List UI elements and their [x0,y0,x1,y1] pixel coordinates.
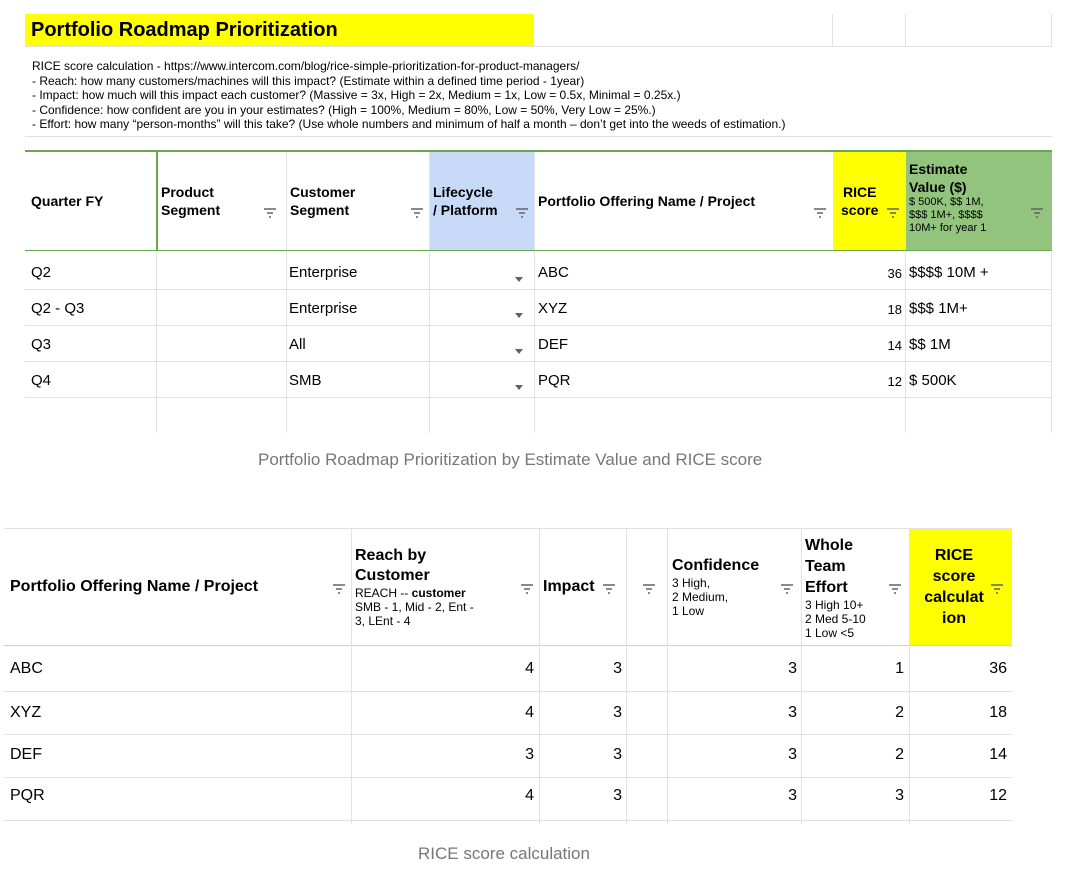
cell-rice-score[interactable]: 14 [989,746,1007,763]
filter-icon[interactable] [887,208,899,218]
header-row [25,150,1052,251]
header-product-segment[interactable]: Product Segment [161,184,221,218]
cell-impact[interactable]: 3 [613,746,622,763]
cell-offering[interactable]: ABC [10,660,43,677]
rice-calculation-sheet [4,528,1012,824]
cell-offering[interactable]: PQR [538,372,571,389]
cell-offering[interactable]: PQR [10,787,45,804]
filter-icon[interactable] [411,208,423,218]
cell-effort[interactable]: 2 [895,746,904,763]
cell-rice-score[interactable]: 14 [887,338,902,353]
cell-rice-score[interactable]: 18 [989,704,1007,721]
filter-icon[interactable] [889,584,901,594]
cell-effort[interactable]: 3 [895,787,904,804]
note-line: - Impact: how much will this impact each customer? (Massive = 3x, High = 2x, Medium = 1x, Low = 0.5x, Minimal = 0.25x.) [32,88,681,102]
filter-icon[interactable] [643,584,655,594]
header-offering[interactable]: Portfolio Offering Name / Project [538,193,756,209]
cell-impact[interactable]: 3 [613,660,622,677]
caption-roadmap: Portfolio Roadmap Prioritization by Estimate Value and RICE score [258,450,763,469]
cell-customer-segment[interactable]: All [289,336,306,353]
caption-rice-calculation: RICE score calculation [418,844,590,863]
header-confidence[interactable]: Confidence 3 High, 2 Medium, 1 Low [672,557,760,618]
note-line: - Effort: how many “person-months” will this take? (Use whole numbers and minimum of half a month – don’t get into the weeds of estimation.) [32,117,786,131]
cell-impact[interactable]: 3 [613,704,622,721]
dropdown-arrow-icon[interactable] [515,342,523,348]
cell-rice-score[interactable]: 36 [887,266,902,281]
rice-notes[interactable] [32,59,785,132]
note-line: - Confidence: how confident are you in your estimates? (High = 100%, Medium = 80%, Low = 50%, Very Low = 25%.) [32,102,656,117]
cell-quarter[interactable]: Q3 [31,336,52,353]
header-impact[interactable]: Impact [543,578,595,595]
cell-confidence[interactable]: 3 [788,787,797,804]
cell-reach[interactable]: 4 [525,704,534,721]
cell-rice-score[interactable]: 12 [989,787,1007,804]
cell-estimate-value[interactable]: $$ 1M [909,336,951,353]
filter-icon[interactable] [603,584,615,594]
data-rows [25,252,1052,433]
header-reach-by-customer[interactable]: Reach by Customer REACH -- customer SMB - 1, Mid - 2, Ent - 3, LEnt - 4 [355,547,474,628]
header-customer-segment[interactable]: Customer Segment [290,184,356,218]
cell-customer-segment[interactable]: SMB [289,372,322,389]
cell-rice-score[interactable]: 36 [989,660,1007,677]
header-estimate-value[interactable]: Estimate Value ($) $ 500K, $$ 1M, $$$ 1M+, $$$$ 10M+ for year 1 [906,152,1052,250]
cell-offering[interactable]: DEF [10,746,42,763]
cell-reach[interactable]: 4 [525,660,534,677]
roadmap-sheet [25,14,1052,433]
note-line: - Reach: how many customers/machines will this impact? (Estimate within a defined time period - 1year) [32,73,585,88]
cell-quarter[interactable]: Q2 - Q3 [31,300,85,317]
cell-customer-segment[interactable]: Enterprise [289,300,358,317]
note-line: RICE score calculation - https://www.intercom.com/blog/rice-simple-prioritization-for-product-managers/ [32,59,580,73]
cell-impact[interactable]: 3 [613,787,622,804]
cell-reach[interactable]: 3 [525,746,534,763]
dropdown-arrow-icon[interactable] [515,378,523,384]
cell-customer-segment[interactable]: Enterprise [289,264,358,281]
cell-quarter[interactable]: Q2 [31,264,52,281]
cell-confidence[interactable]: 3 [788,660,797,677]
header-whole-team-effort[interactable]: Whole Team Effort 3 High 10+ 2 Med 5-10 1 Low <5 [805,536,866,640]
cell-offering[interactable]: ABC [538,264,569,281]
cell-confidence[interactable]: 3 [788,746,797,763]
filter-icon[interactable] [264,208,276,218]
cell-effort[interactable]: 2 [895,704,904,721]
cell-offering[interactable]: XYZ [538,300,568,317]
cell-rice-score[interactable]: 18 [887,302,902,317]
cell-estimate-value[interactable]: $$$$ 10M + [909,264,989,281]
filter-icon[interactable] [516,208,528,218]
filter-icon[interactable] [333,584,345,594]
sheet-title[interactable]: Portfolio Roadmap Prioritization [25,14,534,46]
header-rice-score[interactable]: RICE score [833,152,906,250]
filter-icon[interactable] [814,208,826,218]
filter-icon[interactable] [991,584,1003,594]
header-lifecycle-platform[interactable]: Lifecycle / Platform [430,152,534,250]
cell-effort[interactable]: 1 [895,660,904,677]
header-quarter-fy[interactable]: Quarter FY [31,193,104,209]
cell-offering[interactable]: DEF [538,336,568,353]
filter-icon[interactable] [781,584,793,594]
cell-rice-score[interactable]: 12 [887,374,902,389]
dropdown-arrow-icon[interactable] [515,306,523,312]
cell-quarter[interactable]: Q4 [31,372,52,389]
header-rice-score-calculation[interactable]: RICE score calculat ion [910,529,1012,645]
filter-icon[interactable] [521,584,533,594]
filter-icon[interactable] [1031,208,1043,218]
cell-estimate-value[interactable]: $ 500K [909,372,957,389]
cell-reach[interactable]: 4 [525,787,534,804]
cell-estimate-value[interactable]: $$$ 1M+ [909,300,968,317]
dropdown-arrow-icon[interactable] [515,270,523,276]
cell-confidence[interactable]: 3 [788,704,797,721]
header-offering[interactable]: Portfolio Offering Name / Project [10,578,259,595]
cell-offering[interactable]: XYZ [10,704,42,721]
